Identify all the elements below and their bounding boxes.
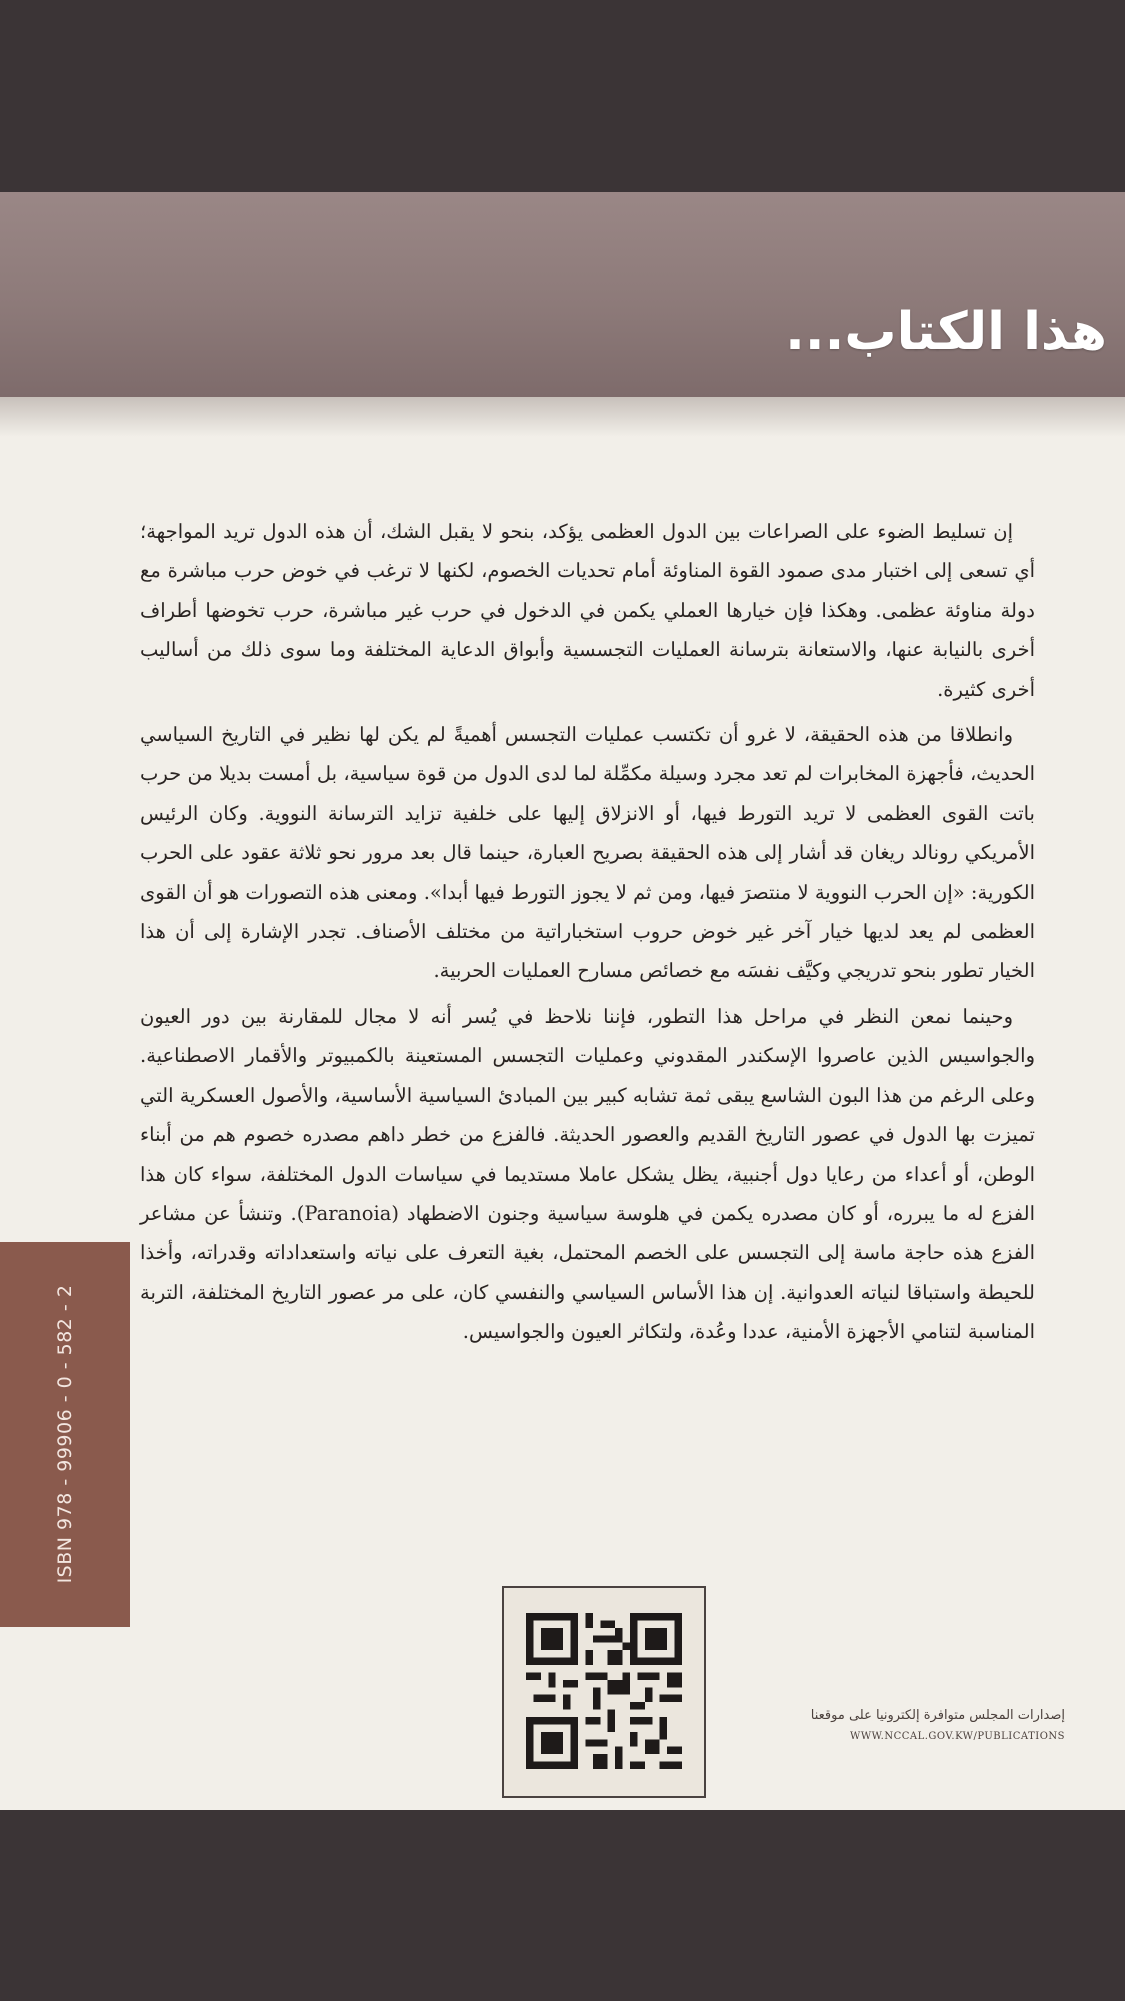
blurb-paragraph-1: إن تسليط الضوء على الصراعات بين الدول العظمى يؤكد، بنحو لا يقبل الشك، أن هذه الدول تريد المواجهة؛ أي تسعى إلى اختبار مدى صمود القوة المناوئة أمام تحديات الخصوم، لكنها لا ترغب في خوض حرب مباشرة مع دولة مناوئة عظمى. وهكذا فإن خيارها العملي يكمن في الدخول في حرب غير مباشرة، حرب تخوضها أطراف أخرى بالنيابة عنها، والاستعانة بترسانة العمليات التجسسية وأبواق الدعاية المختلفة وما سوى ذلك من أساليب أخرى كثيرة. — [140, 520, 1035, 701]
qr-code-frame — [502, 1586, 706, 1798]
publisher-info — [735, 1708, 1065, 1742]
publisher-note: إصدارات المجلس متوافرة إلكترونيا على موقعنا — [810, 1708, 1065, 1723]
cover-heading: هذا الكتاب... — [785, 302, 1107, 362]
blurb-paragraph-2: وانطلاقا من هذه الحقيقة، لا غرو أن تكتسب عمليات التجسس أهميةً لم يكن لها نظير في التاريخ السياسي الحديث، فأجهزة المخابرات لم تعد مجرد وسيلة مكمِّلة لما لدى الدول من قوة سياسية، بل أمست بديلا من حرب باتت القوى العظمى لا تريد التورط فيها، أو الانزلاق إليها على خلفية تزايد الترسانة النووية. وكان الرئيس الأمريكي رونالد ريغان قد أشار إلى هذه الحقيقة بصريح العبارة، حينما قال بعد مرور نحو ثلاثة عقود على الحرب الكورية: «إن الحرب النووية لا منتصرَ فيها، ومن ثم لا يجوز التورط فيها أبدا». ومعنى هذه التصورات هو أن القوى العظمى لم يعد لديها خيار آخر غير خوض حروب استخباراتية من مختلف الأصناف. تجدر الإشارة إلى أن هذا الخيار تطور بنحو تدريجي وكيَّف نفسَه مع خصائص مسارح العمليات الحربية. — [140, 723, 1035, 983]
book-back-cover-photo — [0, 192, 1125, 1810]
header-band — [0, 192, 1125, 397]
header-band-shadow — [0, 397, 1125, 437]
publisher-url: WWW.NCCAL.GOV.KW/PUBLICATIONS — [850, 1731, 1065, 1742]
blurb-paragraph-3: وحينما نمعن النظر في مراحل هذا التطور، فإننا نلاحظ في يُسر أنه لا مجال للمقارنة بين دور العيون والجواسيس الذين عاصروا الإسكندر المقدوني وعمليات التجسس المستعينة بالكمبيوتر والأقمار الاصطناعية. وعلى الرغم من هذا البون الشاسع يبقى ثمة تشابه كبير بين المبادئ السياسية الأساسية، والأصول العسكرية التي تميزت بها الدول في عصور التاريخ القديم والعصور الحديثة. فالفزع من خطر داهم مصدره خصوم هم من أبناء الوطن، أو أعداء من رعايا دول أجنبية، يظل يشكل عاملا مستديما في سياسات الدول المختلفة، سواء كان هذا الفزع له ما يبرره، أو كان مصدره يكمن في هلوسة سياسية وجنون الاضطهاد (Paranoia). وتنشأ عن مشاعر الفزع هذه حاجة ماسة إلى التجسس على الخصم المحتمل، بغية التعرف على نياته واستعداداته وقدراته، وأخذا للحيطة واستباقا لنياته العدوانية. إن هذا الأساس السياسي والنفسي كان، على مر عصور التاريخ المختلفة، التربة المناسبة لتنامي الأجهزة الأمنية، عددا وعُدة، ولتكاثر العيون والجواسيس. — [140, 1004, 1035, 1344]
blurb-text — [140, 512, 1035, 1358]
qr-code-icon — [526, 1608, 682, 1774]
isbn-label: ISBN 978 - 99906 - 0 - 582 - 2 — [54, 1284, 76, 1584]
